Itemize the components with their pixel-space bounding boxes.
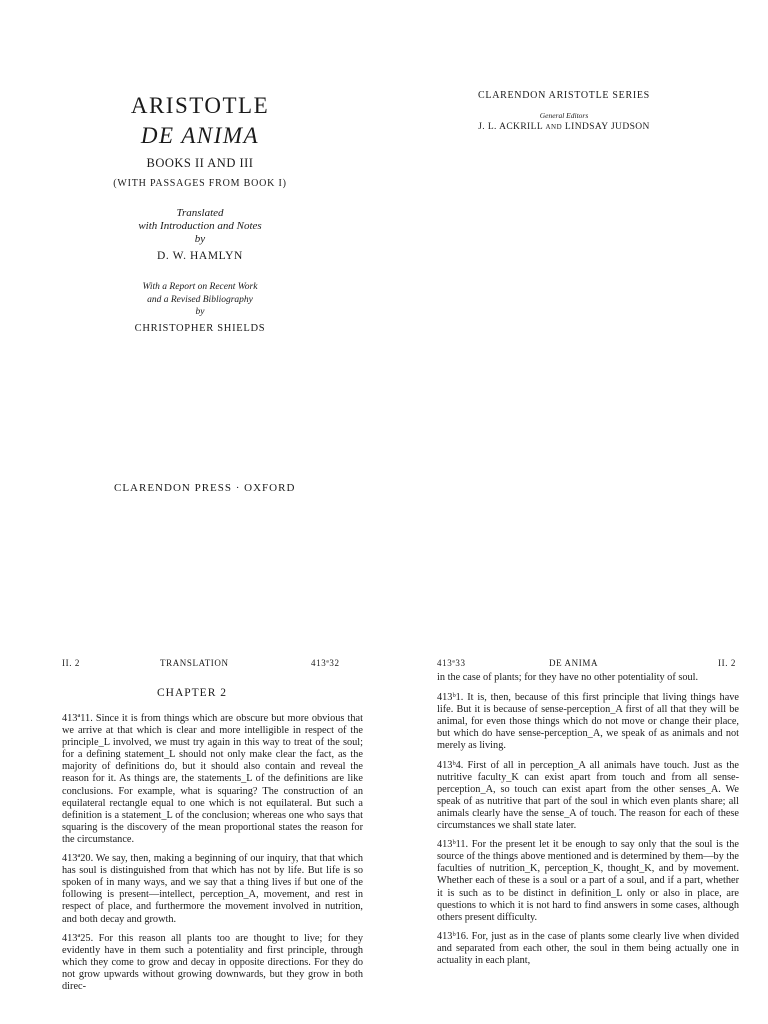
translated-by-block — [8, 207, 384, 246]
running-head-bekker: 413ª33 — [437, 658, 466, 668]
series-editors — [384, 122, 756, 132]
running-head-bekker: 413ª32 — [311, 658, 340, 668]
report-line: With a Report on Recent Work — [142, 282, 258, 292]
text-paragraph: 413ª11. Since it is from things which are obscure but more obvious that we arrive at that which is clear and more intelligible in respect of the principle_L involved, we must try again in this way to treat of the soul; for a defining statement_L should not only make clear the fact, as the majority of definitions do, but it should also contain and reveal the reason for it. As things are, the statements_L of the definitions are like conclusions. For example, what is squaring? The construction of an equilateral rectangle equal to one which is not equilateral. But such a definition is a statement_L of the conclusion; whereas one who says that squaring is the discovery of the mean proportional states the reason for the circumstance. — [62, 713, 363, 845]
report-block — [8, 281, 384, 319]
running-head-title: DE ANIMA — [549, 658, 599, 668]
translated-line: by — [194, 233, 206, 245]
chapter-heading: CHAPTER 2 — [156, 687, 228, 699]
translation-text — [437, 672, 739, 974]
publisher-imprint: CLARENDON PRESS · OXFORD — [114, 482, 296, 494]
text-paragraph: 413ª20. We say, then, making a beginning of our inquiry, that that which has soul is distinguished from that which has not by life. But life is so spoken of in many ways, and we say that a thing lives if but one of the following is present—intellect, perception_A, movement, and rest in respect of place, and furthermore the movement involved in nutrition, and both decay and growth. — [62, 853, 363, 925]
text-paragraph: 413ᵇ4. First of all in perception_A all animals have touch. Just as the nutritive faculty_K can exist apart from touch and from all sense-perception_A, so touch can exist apart from the other senses_A. We speak of as nutritive that part of the soul in which even plants share; all animals clearly have the sense_A of touch. The reason for each of these circumstances we shall state later. — [437, 759, 739, 832]
report-line: and a Revised Bibliography — [147, 294, 253, 305]
translation-text — [62, 713, 363, 1000]
series-title: CLARENDON ARISTOTLE SERIES — [478, 90, 650, 101]
text-paragraph-continued: in the case of plants; for they have no other potentiality of soul. — [437, 672, 699, 683]
translation-page-right — [384, 640, 768, 1024]
book-author: ARISTOTLE — [130, 93, 270, 118]
translated-line: Translated — [176, 207, 224, 219]
text-paragraph: 413ᵇ11. For the present let it be enough to say only that the soul is the source of the things above mentioned and is determined by them—by the faculties of nutrition_K, perception_K, thought_K, and by movement. Whether each of these is a soul or a part of a soul, and if a part, whether it is such as to be distinct in definition_L only or also in place, are questions to which it is not hard to find answers in some cases, although others present difficulty. — [437, 839, 739, 923]
book-passages-note: (WITH PASSAGES FROM BOOK I) — [113, 178, 287, 189]
report-author-name: CHRISTOPHER SHIELDS — [134, 323, 266, 334]
text-paragraph: 413ᵇ16. For, just as in the case of plants some clearly live when divided and separated from each other, the soul in them being actually one in actuality in each plant, — [437, 930, 739, 966]
series-editor-conjunction: AND — [545, 123, 563, 131]
book-title: DE ANIMA — [140, 123, 260, 148]
running-head-chapter: II. 2 — [62, 658, 80, 668]
book-subtitle: BOOKS II AND III — [146, 156, 254, 170]
series-editor: LINDSAY JUDSON — [564, 122, 650, 132]
title-page — [0, 0, 384, 640]
series-editors-label: General Editors — [539, 111, 589, 120]
series-editor: J. L. ACKRILL — [478, 122, 543, 132]
text-paragraph: 413ᵇ1. It is, then, because of this first principle that living things have life. But it is because of sense-perception_A first of all that they will be animal, for even those things which do not move or change their place, but which do have sense-perception_A, we speak of as animals and not merely as living. — [437, 692, 739, 752]
translation-page-left — [0, 640, 384, 1024]
translator-name: D. W. HAMLYN — [157, 250, 243, 262]
series-page — [384, 0, 768, 640]
text-paragraph: 413ª25. For this reason all plants too are thought to live; for they evidently have in them such a potentiality and first principle, through which they come to grow and decay in opposite directions. For they do not grow upwards without growing downwards, but they grow in both direc- — [62, 932, 363, 992]
translated-line: with Introduction and Notes — [138, 220, 262, 232]
running-head-title: TRANSLATION — [160, 658, 229, 668]
running-head-chapter: II. 2 — [718, 658, 736, 668]
report-line: by — [195, 307, 205, 317]
